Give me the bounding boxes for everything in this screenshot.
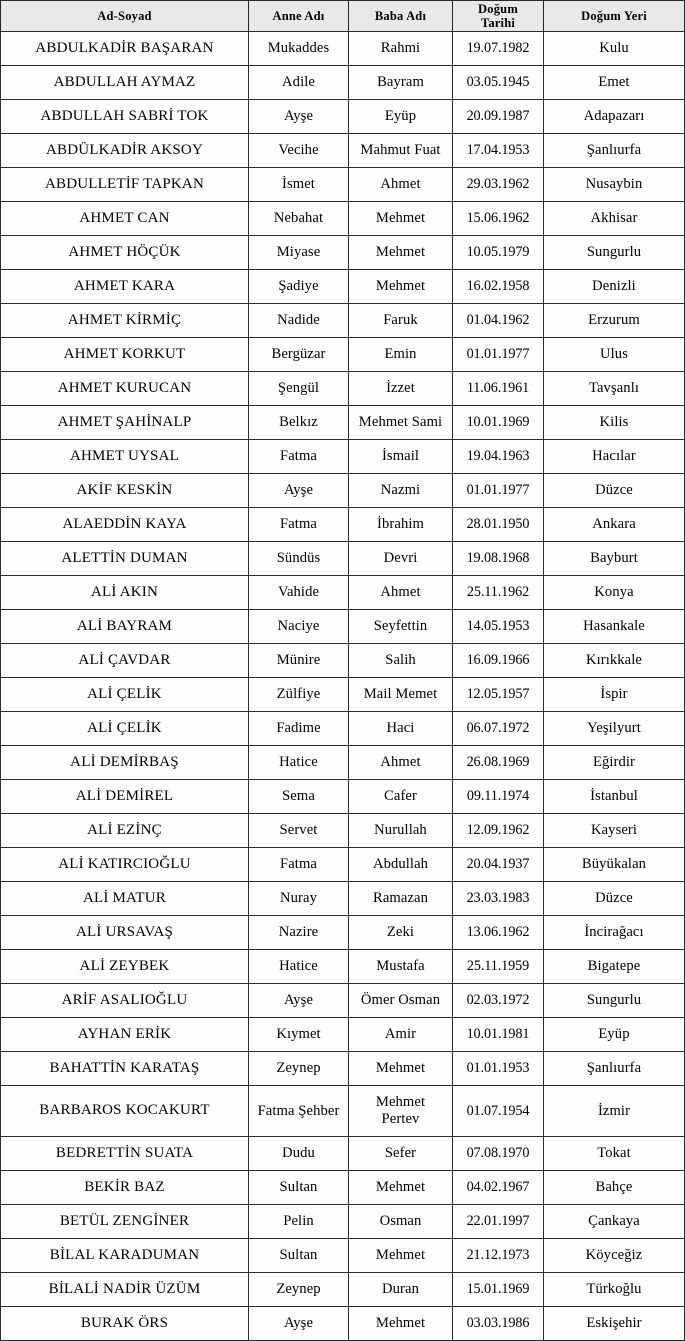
cell-name: ALİ DEMİREL	[1, 780, 249, 814]
cell-place: İstanbul	[544, 780, 685, 814]
cell-date: 11.06.1961	[453, 372, 544, 406]
table-row	[1, 32, 685, 66]
table-row	[1, 66, 685, 100]
cell-mom: Naciye	[249, 610, 349, 644]
cell-date: 14.05.1953	[453, 610, 544, 644]
cell-date: 20.09.1987	[453, 100, 544, 134]
table-row	[1, 644, 685, 678]
cell-place: Ankara	[544, 508, 685, 542]
table-row	[1, 916, 685, 950]
table-row	[1, 1018, 685, 1052]
cell-dad: Eyüp	[349, 100, 453, 134]
cell-date: 02.03.1972	[453, 984, 544, 1018]
column-header-name	[1, 1, 249, 32]
cell-place: Türkoğlu	[544, 1273, 685, 1307]
table-row	[1, 406, 685, 440]
cell-date: 10.01.1969	[453, 406, 544, 440]
table-row	[1, 168, 685, 202]
cell-name: ABDÜLKADİR AKSOY	[1, 134, 249, 168]
cell-name: BETÜL ZENGİNER	[1, 1205, 249, 1239]
cell-name: BİLAL KARADUMAN	[1, 1239, 249, 1273]
cell-place: Büyükalan	[544, 848, 685, 882]
cell-date: 19.07.1982	[453, 32, 544, 66]
cell-name: AHMET HÖÇÜK	[1, 236, 249, 270]
cell-mom: Fatma	[249, 848, 349, 882]
column-header-dad-line: Baba Adı	[374, 8, 427, 23]
cell-dad: Abdullah	[349, 848, 453, 882]
cell-name: ALİ EZİNÇ	[1, 814, 249, 848]
table-row	[1, 1307, 685, 1341]
cell-place: Emet	[544, 66, 685, 100]
cell-date: 15.01.1969	[453, 1273, 544, 1307]
cell-dad: Ömer Osman	[349, 984, 453, 1018]
cell-place: Eskişehir	[544, 1307, 685, 1341]
cell-dad: İbrahim	[349, 508, 453, 542]
cell-place: İzmir	[544, 1086, 685, 1137]
cell-dad: Mail Memet	[349, 678, 453, 712]
cell-date: 13.06.1962	[453, 916, 544, 950]
table-row	[1, 1052, 685, 1086]
cell-mom: Vecihe	[249, 134, 349, 168]
cell-date: 16.09.1966	[453, 644, 544, 678]
cell-dad: Salih	[349, 644, 453, 678]
cell-dad: Nazmi	[349, 474, 453, 508]
cell-date: 01.01.1953	[453, 1052, 544, 1086]
table-row	[1, 100, 685, 134]
cell-place: Denizli	[544, 270, 685, 304]
cell-date: 23.03.1983	[453, 882, 544, 916]
cell-mom: Hatice	[249, 950, 349, 984]
table-row	[1, 780, 685, 814]
cell-name: ALİ AKIN	[1, 576, 249, 610]
cell-mom: Adile	[249, 66, 349, 100]
cell-mom: Ayşe	[249, 100, 349, 134]
cell-place: Nusaybin	[544, 168, 685, 202]
cell-dad: Mehmet	[349, 236, 453, 270]
column-header-place-line: Doğum Yeri	[581, 8, 647, 23]
table-row	[1, 882, 685, 916]
table-row	[1, 1205, 685, 1239]
table-row	[1, 1171, 685, 1205]
table-row	[1, 984, 685, 1018]
cell-place: Eğirdir	[544, 746, 685, 780]
cell-dad: Ahmet	[349, 576, 453, 610]
cell-mom: Fatma	[249, 440, 349, 474]
cell-name: AHMET UYSAL	[1, 440, 249, 474]
cell-dad: Rahmi	[349, 32, 453, 66]
cell-place: Düzce	[544, 474, 685, 508]
cell-place: Kırıkkale	[544, 644, 685, 678]
cell-place: Şanlıurfa	[544, 134, 685, 168]
cell-name: ALAEDDİN KAYA	[1, 508, 249, 542]
cell-mom: Nazire	[249, 916, 349, 950]
cell-dad: Ramazan	[349, 882, 453, 916]
table-row	[1, 236, 685, 270]
cell-name: BURAK ÖRS	[1, 1307, 249, 1341]
cell-dad: Mustafa	[349, 950, 453, 984]
cell-mom: Mukaddes	[249, 32, 349, 66]
column-header-date-line: Doğum	[478, 1, 518, 16]
table-row	[1, 542, 685, 576]
cell-dad: Mehmet	[349, 202, 453, 236]
table-row	[1, 1086, 685, 1137]
cell-dad: Osman	[349, 1205, 453, 1239]
cell-place: İspir	[544, 678, 685, 712]
cell-name: ABDULLETİF TAPKAN	[1, 168, 249, 202]
cell-date: 01.01.1977	[453, 474, 544, 508]
column-header-date	[453, 1, 544, 32]
cell-mom: Zeynep	[249, 1273, 349, 1307]
cell-mom: Nadide	[249, 304, 349, 338]
cell-place: Eyüp	[544, 1018, 685, 1052]
table-row	[1, 270, 685, 304]
cell-name: ALİ URSAVAŞ	[1, 916, 249, 950]
cell-name: ALİ ÇELİK	[1, 712, 249, 746]
table-row	[1, 746, 685, 780]
cell-name: ALETTİN DUMAN	[1, 542, 249, 576]
cell-name: ALİ ZEYBEK	[1, 950, 249, 984]
cell-date: 07.08.1970	[453, 1137, 544, 1171]
table-row	[1, 134, 685, 168]
cell-mom: Belkız	[249, 406, 349, 440]
cell-mom: Bergüzar	[249, 338, 349, 372]
cell-dad: Mehmet	[349, 1171, 453, 1205]
cell-dad: Ahmet	[349, 746, 453, 780]
cell-place: Erzurum	[544, 304, 685, 338]
cell-date: 19.04.1963	[453, 440, 544, 474]
cell-date: 01.01.1977	[453, 338, 544, 372]
cell-date: 03.03.1986	[453, 1307, 544, 1341]
table-row	[1, 440, 685, 474]
cell-place: Bahçe	[544, 1171, 685, 1205]
cell-date: 28.01.1950	[453, 508, 544, 542]
cell-place: Tokat	[544, 1137, 685, 1171]
cell-name: ABDULKADİR BAŞARAN	[1, 32, 249, 66]
cell-mom: Şengül	[249, 372, 349, 406]
cell-name: ALİ KATIRCIOĞLU	[1, 848, 249, 882]
cell-dad: Mehmet	[349, 1052, 453, 1086]
table-row	[1, 678, 685, 712]
cell-date: 25.11.1959	[453, 950, 544, 984]
table-row	[1, 474, 685, 508]
cell-name: AHMET KORKUT	[1, 338, 249, 372]
cell-name: AYHAN ERİK	[1, 1018, 249, 1052]
cell-date: 01.07.1954	[453, 1086, 544, 1137]
table-body	[1, 32, 685, 1341]
cell-name: ALİ ÇAVDAR	[1, 644, 249, 678]
cell-date: 09.11.1974	[453, 780, 544, 814]
cell-dad: Seyfettin	[349, 610, 453, 644]
table-row	[1, 372, 685, 406]
cell-dad: Amir	[349, 1018, 453, 1052]
table-row	[1, 1239, 685, 1273]
cell-mom: Dudu	[249, 1137, 349, 1171]
cell-mom: Ayşe	[249, 474, 349, 508]
column-header-dad	[349, 1, 453, 32]
cell-name: ABDULLAH AYMAZ	[1, 66, 249, 100]
cell-name: ALİ MATUR	[1, 882, 249, 916]
cell-place: Akhisar	[544, 202, 685, 236]
cell-dad: Mahmut Fuat	[349, 134, 453, 168]
cell-place: Yeşilyurt	[544, 712, 685, 746]
cell-place: Hacılar	[544, 440, 685, 474]
cell-mom: Vahide	[249, 576, 349, 610]
cell-dad: Haci	[349, 712, 453, 746]
cell-mom: Miyase	[249, 236, 349, 270]
cell-date: 16.02.1958	[453, 270, 544, 304]
table-row	[1, 338, 685, 372]
cell-name: ALİ BAYRAM	[1, 610, 249, 644]
cell-place: Çankaya	[544, 1205, 685, 1239]
cell-dad: Cafer	[349, 780, 453, 814]
cell-place: İncirağacı	[544, 916, 685, 950]
cell-name: AHMET KARA	[1, 270, 249, 304]
cell-date: 15.06.1962	[453, 202, 544, 236]
column-header-name-line: Ad-Soyad	[97, 8, 152, 23]
table-row	[1, 712, 685, 746]
cell-dad: Bayram	[349, 66, 453, 100]
table-row	[1, 508, 685, 542]
cell-name: BEKİR BAZ	[1, 1171, 249, 1205]
cell-name: AHMET ŞAHİNALP	[1, 406, 249, 440]
cell-dad: Mehmet	[349, 1307, 453, 1341]
cell-date: 10.05.1979	[453, 236, 544, 270]
cell-mom: Zülfiye	[249, 678, 349, 712]
column-header-mom-line: Anne Adı	[272, 8, 325, 23]
cell-place: Ulus	[544, 338, 685, 372]
cell-dad: İsmail	[349, 440, 453, 474]
cell-name: ARİF ASALIOĞLU	[1, 984, 249, 1018]
cell-name: AKİF KESKİN	[1, 474, 249, 508]
cell-mom: Kıymet	[249, 1018, 349, 1052]
cell-mom: Fatma	[249, 508, 349, 542]
table-row	[1, 814, 685, 848]
cell-date: 20.04.1937	[453, 848, 544, 882]
cell-name: ALİ DEMİRBAŞ	[1, 746, 249, 780]
table-row	[1, 576, 685, 610]
cell-mom: Münire	[249, 644, 349, 678]
cell-dad: Sefer	[349, 1137, 453, 1171]
cell-mom: Fatma Şehber	[249, 1086, 349, 1137]
cell-place: Kilis	[544, 406, 685, 440]
cell-name: ALİ ÇELİK	[1, 678, 249, 712]
cell-dad: Ahmet	[349, 168, 453, 202]
table-header	[1, 1, 685, 32]
cell-dad: Mehmet	[349, 270, 453, 304]
cell-date: 29.03.1962	[453, 168, 544, 202]
column-header-mom	[249, 1, 349, 32]
cell-mom: Hatice	[249, 746, 349, 780]
cell-place: Kayseri	[544, 814, 685, 848]
cell-place: Tavşanlı	[544, 372, 685, 406]
cell-date: 25.11.1962	[453, 576, 544, 610]
cell-date: 03.05.1945	[453, 66, 544, 100]
cell-dad: Duran	[349, 1273, 453, 1307]
cell-mom: Sultan	[249, 1171, 349, 1205]
cell-dad-line: Pertev	[381, 1111, 420, 1127]
cell-date: 26.08.1969	[453, 746, 544, 780]
cell-mom: İsmet	[249, 168, 349, 202]
cell-mom: Şadiye	[249, 270, 349, 304]
cell-name: AHMET CAN	[1, 202, 249, 236]
column-header-date-line: Tarihi	[480, 16, 516, 30]
cell-dad: Mehmet	[349, 1239, 453, 1273]
cell-mom: Sema	[249, 780, 349, 814]
cell-name: AHMET KURUCAN	[1, 372, 249, 406]
table-row	[1, 202, 685, 236]
cell-mom: Ayşe	[249, 984, 349, 1018]
cell-place: Bigatepe	[544, 950, 685, 984]
cell-place: Hasankale	[544, 610, 685, 644]
cell-date: 17.04.1953	[453, 134, 544, 168]
cell-place: Köyceğiz	[544, 1239, 685, 1273]
table-row	[1, 848, 685, 882]
cell-name: BAHATTİN KARATAŞ	[1, 1052, 249, 1086]
table-row	[1, 610, 685, 644]
cell-place: Konya	[544, 576, 685, 610]
cell-name: BEDRETTİN SUATA	[1, 1137, 249, 1171]
cell-date: 22.01.1997	[453, 1205, 544, 1239]
cell-mom: Fadime	[249, 712, 349, 746]
cell-place: Sungurlu	[544, 236, 685, 270]
cell-mom: Sündüs	[249, 542, 349, 576]
cell-date: 12.05.1957	[453, 678, 544, 712]
cell-place: Bayburt	[544, 542, 685, 576]
cell-dad: İzzet	[349, 372, 453, 406]
cell-date: 06.07.1972	[453, 712, 544, 746]
cell-dad-line: Mehmet	[375, 1093, 426, 1110]
cell-place: Adapazarı	[544, 100, 685, 134]
header-row	[1, 1, 685, 32]
cell-name: BİLALİ NADİR ÜZÜM	[1, 1273, 249, 1307]
table-row	[1, 304, 685, 338]
cell-dad: Devri	[349, 542, 453, 576]
cell-place: Sungurlu	[544, 984, 685, 1018]
cell-date: 12.09.1962	[453, 814, 544, 848]
cell-name: BARBAROS KOCAKURT	[1, 1086, 249, 1137]
cell-date: 04.02.1967	[453, 1171, 544, 1205]
cell-date: 10.01.1981	[453, 1018, 544, 1052]
cell-date: 21.12.1973	[453, 1239, 544, 1273]
cell-place: Kulu	[544, 32, 685, 66]
cell-dad: Nurullah	[349, 814, 453, 848]
cell-dad: Faruk	[349, 304, 453, 338]
cell-name: AHMET KİRMİÇ	[1, 304, 249, 338]
cell-dad: Emin	[349, 338, 453, 372]
cell-mom: Sultan	[249, 1239, 349, 1273]
cell-date: 01.04.1962	[453, 304, 544, 338]
cell-place: Şanlıurfa	[544, 1052, 685, 1086]
cell-dad	[349, 1086, 453, 1137]
table-row	[1, 1137, 685, 1171]
column-header-place	[544, 1, 685, 32]
cell-mom: Nuray	[249, 882, 349, 916]
table-row	[1, 1273, 685, 1307]
cell-mom: Pelin	[249, 1205, 349, 1239]
cell-mom: Nebahat	[249, 202, 349, 236]
cell-name: ABDULLAH SABRİ TOK	[1, 100, 249, 134]
cell-mom: Ayşe	[249, 1307, 349, 1341]
cell-dad: Zeki	[349, 916, 453, 950]
cell-mom: Zeynep	[249, 1052, 349, 1086]
cell-place: Düzce	[544, 882, 685, 916]
cell-date: 19.08.1968	[453, 542, 544, 576]
cell-dad: Mehmet Sami	[349, 406, 453, 440]
cell-mom: Servet	[249, 814, 349, 848]
table-row	[1, 950, 685, 984]
